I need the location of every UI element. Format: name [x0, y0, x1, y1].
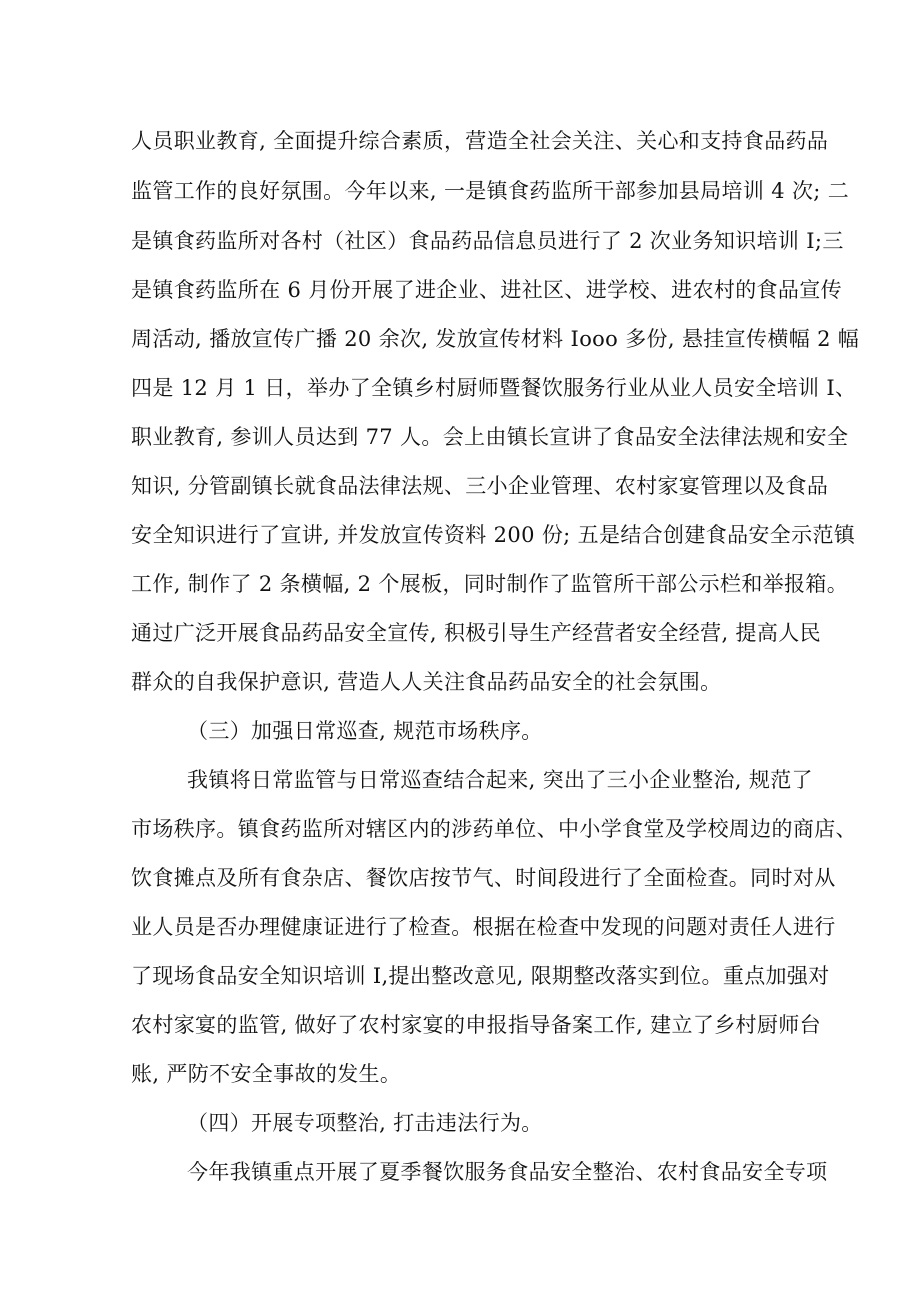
- text-line: 我镇将日常监管与日常巡查结合起来, 突出了三小企业整治, 规范了: [187, 768, 813, 792]
- text-line: 农村家宴的监管, 做好了农村家宴的申报指导备案工作, 建立了乡村厨师台: [131, 1013, 821, 1037]
- text-line: 是镇食药监所在 6 月份开展了进企业、进社区、进学校、进农村的食品宣传: [131, 278, 842, 302]
- text-line: 职业教育, 参训人员达到 77 人。会上由镇长宣讲了食品安全法律法规和安全: [131, 425, 849, 449]
- text-line: 群众的自我保护意识, 营造人人关注食品药品安全的社会氛围。: [131, 670, 722, 694]
- text-line: 周活动, 播放宣传广播 20 余次, 发放宣传材料 Iooo 多份, 悬挂宣传横幅 2 幅: [131, 327, 860, 351]
- text-line: 饮食摊点及所有食杂店、餐饮店按节气、时间段进行了全面检查。同时对从: [131, 866, 836, 890]
- section-heading: （三）加强日常巡查, 规范市场秩序。: [187, 719, 543, 743]
- text-line: 知识, 分管副镇长就食品法律法规、三小企业管理、农村家宴管理以及食品: [131, 474, 829, 498]
- text-line: 了现场食品安全知识培训 I,提出整改意见, 限期整改落实到位。重点加强对: [131, 964, 830, 988]
- text-line: 是镇食药监所对各村（社区）食品药品信息员进行了 2 次业务知识培训 I;三: [131, 229, 844, 253]
- text-line: 市场秩序。镇食药监所对辖区内的涉药单位、中小学食堂及学校周边的商店、: [131, 817, 857, 841]
- text-line: 今年我镇重点开展了夏季餐饮服务食品安全整治、农村食品安全专项: [187, 1160, 828, 1184]
- text-line: 安全知识进行了宣讲, 并发放宣传资料 200 份; 五是结合创建食品安全示范镇: [131, 523, 856, 547]
- text-line: 人员职业教育, 全面提升综合素质，营造全社会关注、关心和支持食品药品: [131, 129, 829, 153]
- text-line: 工作, 制作了 2 条横幅, 2 个展板，同时制作了监管所干部公示栏和举报箱。: [131, 572, 849, 596]
- text-line: 四是 12 月 1 日，举办了全镇乡村厨师暨餐饮服务行业从业人员安全培训 I、: [131, 376, 857, 400]
- text-line: 监管工作的良好氛围。今年以来, 一是镇食药监所干部参加县局培训 4 次; 二: [131, 179, 850, 203]
- text-line: 通过广泛开展食品药品安全宣传, 积极引导生产经营者安全经营, 提高人民: [131, 621, 821, 645]
- text-line: 业人员是否办理健康证进行了检查。根据在检查中发现的问题对责任人进行: [131, 915, 836, 939]
- text-line: 账, 严防不安全事故的发生。: [131, 1062, 402, 1086]
- section-heading: （四）开展专项整治, 打击违法行为。: [187, 1111, 543, 1135]
